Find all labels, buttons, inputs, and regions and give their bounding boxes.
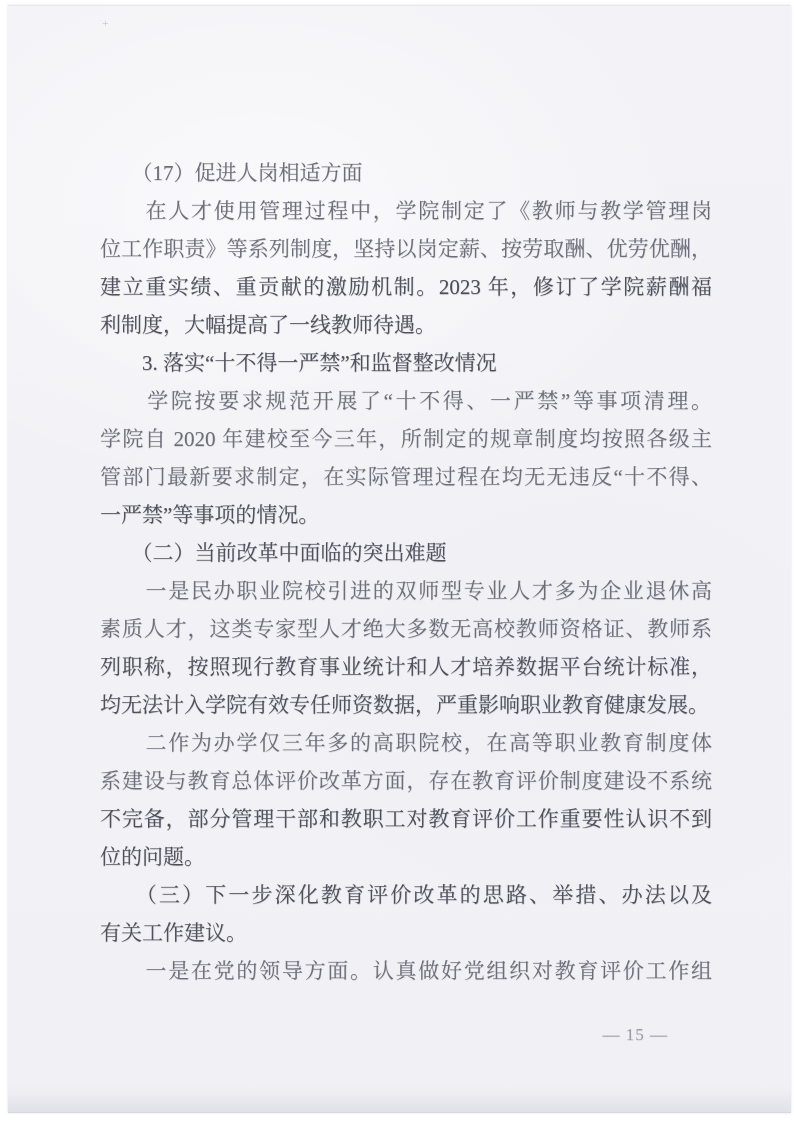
text-line: 一是民办职业院校引进的双师型专业人才多为企业退休高 xyxy=(100,579,712,603)
text-line: （二）当前改革中面临的突出难题 xyxy=(100,541,447,565)
page-number: — 15 — xyxy=(602,1025,668,1044)
text-line: 管部门最新要求制定，在实际管理过程在均无无违反“十不得、 xyxy=(100,465,712,489)
text-line: 有关工作建议。 xyxy=(100,921,247,945)
text-line: 学院按要求规范开展了“十不得、一严禁”等事项清理。 xyxy=(100,389,712,413)
text-line: （三）下一步深化教育评价改革的思路、举措、办法以及 xyxy=(100,883,712,907)
text-line: 列职称，按照现行教育事业统计和人才培养数据平台统计标准， xyxy=(100,655,712,679)
text-line: 学院自 2020 年建校至今三年，所制定的规章制度均按照各级主 xyxy=(100,427,712,451)
text-line: 一严禁”等事项的情况。 xyxy=(100,503,320,527)
scanned-document-page xyxy=(8,5,791,1113)
scan-bottom-edge-shadow xyxy=(8,1086,791,1113)
text-line: 素质人才，这类专家型人才绝大多数无高校教师资格证、教师系 xyxy=(100,617,712,641)
text-line: 不完备，部分管理干部和教职工对教育评价工作重要性认识不到 xyxy=(100,807,712,831)
registration-mark: + xyxy=(102,16,109,30)
text-line: 位工作职责》等系列制度，坚持以岗定薪、按劳取酬、优劳优酬， xyxy=(100,237,712,261)
text-line: 一是在党的领导方面。认真做好党组织对教育评价工作组 xyxy=(100,959,712,983)
text-line: 位的问题。 xyxy=(100,845,205,869)
text-line: 系建设与教育总体评价改革方面，存在教育评价制度建设不系统 xyxy=(100,769,712,793)
text-line: 建立重实绩、重贡献的激励机制。2023 年，修订了学院薪酬福 xyxy=(100,275,712,299)
text-line: （17）促进人岗相适方面 xyxy=(100,161,363,185)
document-body-text xyxy=(100,154,712,990)
text-line: 在人才使用管理过程中，学院制定了《教师与教学管理岗 xyxy=(100,199,712,223)
text-line: 二作为办学仅三年多的高职院校，在高等职业教育制度体 xyxy=(100,731,712,755)
text-line: 利制度，大幅提高了一线教师待遇。 xyxy=(100,313,436,337)
text-line: 3. 落实“十不得一严禁”和监督整改情况 xyxy=(100,351,497,375)
text-line: 均无法计入学院有效专任师资数据，严重影响职业教育健康发展。 xyxy=(100,693,709,717)
